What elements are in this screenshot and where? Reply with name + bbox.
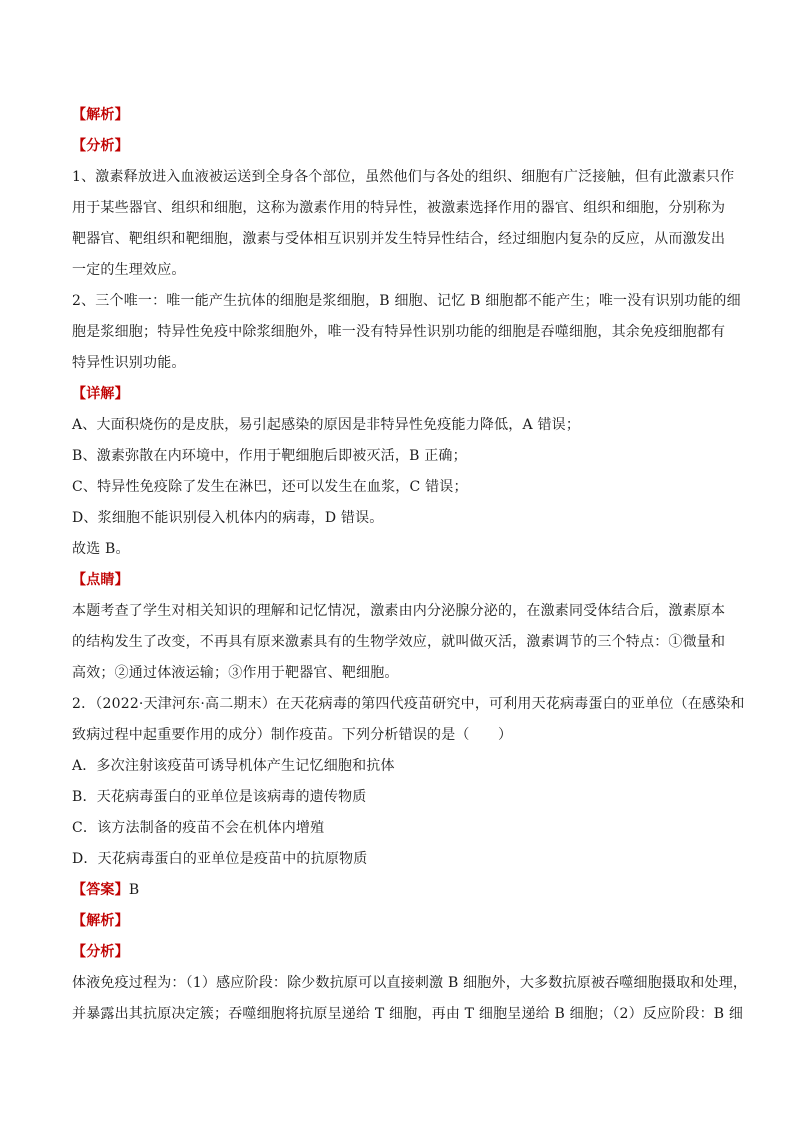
analysis-paragraph-1 (72, 162, 735, 286)
heading-jiexi-2: 【解析】 (72, 913, 129, 929)
comment-paragraph (72, 596, 726, 689)
detail-option-b: B、激素弥散在内环境中，作用于靶细胞后即被灭活，B 正确； (72, 448, 467, 464)
answer-row (72, 875, 722, 906)
choice-d: D．天花病毒蛋白的亚单位是疫苗中的抗原物质 (72, 851, 368, 867)
text-line: 体液免疫过程为：（1）感应阶段：除少数抗原可以直接刺激 B 细胞外，大多数抗原被吞噬细胞摄取和处理， (72, 975, 748, 991)
conclusion: 故选 B。 (72, 541, 130, 557)
heading-xiangjie: 【详解】 (72, 386, 129, 402)
detail-option-a: A、大面积烧伤的是皮肤，易引起感染的原因是非特异性免疫能力降低，A 错误； (72, 417, 581, 433)
text-line: 用于某些器官、组织和细胞，这称为激素作用的特异性，被激素选择作用的器官、组织和细胞，分别称为 (72, 200, 726, 216)
analysis-paragraph-2 (72, 286, 741, 379)
text-line: 2、三个唯一：唯一能产生抗体的细胞是浆细胞，B 细胞、记忆 B 细胞都不能产生；唯一没有识别功能的细 (72, 293, 741, 309)
text-line: 致病过程中起重要作用的成分）制作疫苗。下列分析错误的是（ ） (72, 727, 513, 743)
text-line: 并暴露出其抗原决定簇；吞噬细胞将抗原呈递给 T 细胞，再由 T 细胞呈递给 B 细胞；（2）反应阶段：B 细 (72, 1006, 744, 1022)
choice-a: A．多次注射该疫苗可诱导机体产生记忆细胞和抗体 (72, 758, 395, 774)
text-line: 靶器官、靶组织和靶细胞，激素与受体相互识别并发生特异性结合，经过细胞内复杂的反应，从而激发出 (72, 231, 726, 247)
text-line: 2．（2022·天津河东·高二期末）在天花病毒的第四代疫苗研究中，可利用天花病毒蛋白的亚单位（在感染和 (72, 696, 745, 712)
text-line: 胞是浆细胞；特异性免疫中除浆细胞外，唯一没有特异性识别功能的细胞是吞噬细胞，其余免疫细胞都有 (72, 324, 726, 340)
text-line: 1、激素释放进入血液被运送到全身各个部位，虽然他们与各处的组织、细胞有广泛接触，但有此激素只作 (72, 169, 735, 185)
choice-c: C．该方法制备的疫苗不会在机体内增殖 (72, 820, 325, 836)
detail-option-c: C、特异性免疫除了发生在淋巴，还可以发生在血浆，C 错误； (72, 479, 468, 495)
detail-option-d: D、浆细胞不能识别侵入机体内的病毒，D 错误。 (72, 510, 384, 526)
text-line: 特异性识别功能。 (72, 355, 186, 371)
text-line: 高效；②通过体液运输；③作用于靶器官、靶细胞。 (72, 665, 399, 681)
heading-fenxi: 【分析】 (72, 138, 129, 154)
question-2-stem (72, 689, 745, 751)
text-line: 本题考查了学生对相关知识的理解和记忆情况，激素由内分泌腺分泌的，在激素同受体结合后，激素原本 (72, 603, 726, 619)
heading-jiexi: 【解析】 (72, 107, 129, 123)
answer-value: B (128, 882, 140, 898)
question-2-options (72, 751, 722, 875)
text-line: 一定的生理效应。 (72, 262, 186, 278)
heading-dianjing: 【点睛】 (72, 572, 129, 588)
text-line: 的结构发生了改变，不再具有原来激素具有的生物学效应，就叫做灭活，激素调节的三个特点：①微量和 (72, 634, 726, 650)
detail-options (72, 410, 722, 534)
answer-label: 【答案】 (72, 882, 129, 898)
heading-fenxi-2: 【分析】 (72, 944, 129, 960)
choice-b: B．天花病毒蛋白的亚单位是该病毒的遗传物质 (72, 789, 367, 805)
analysis-paragraph-3 (72, 968, 748, 1030)
